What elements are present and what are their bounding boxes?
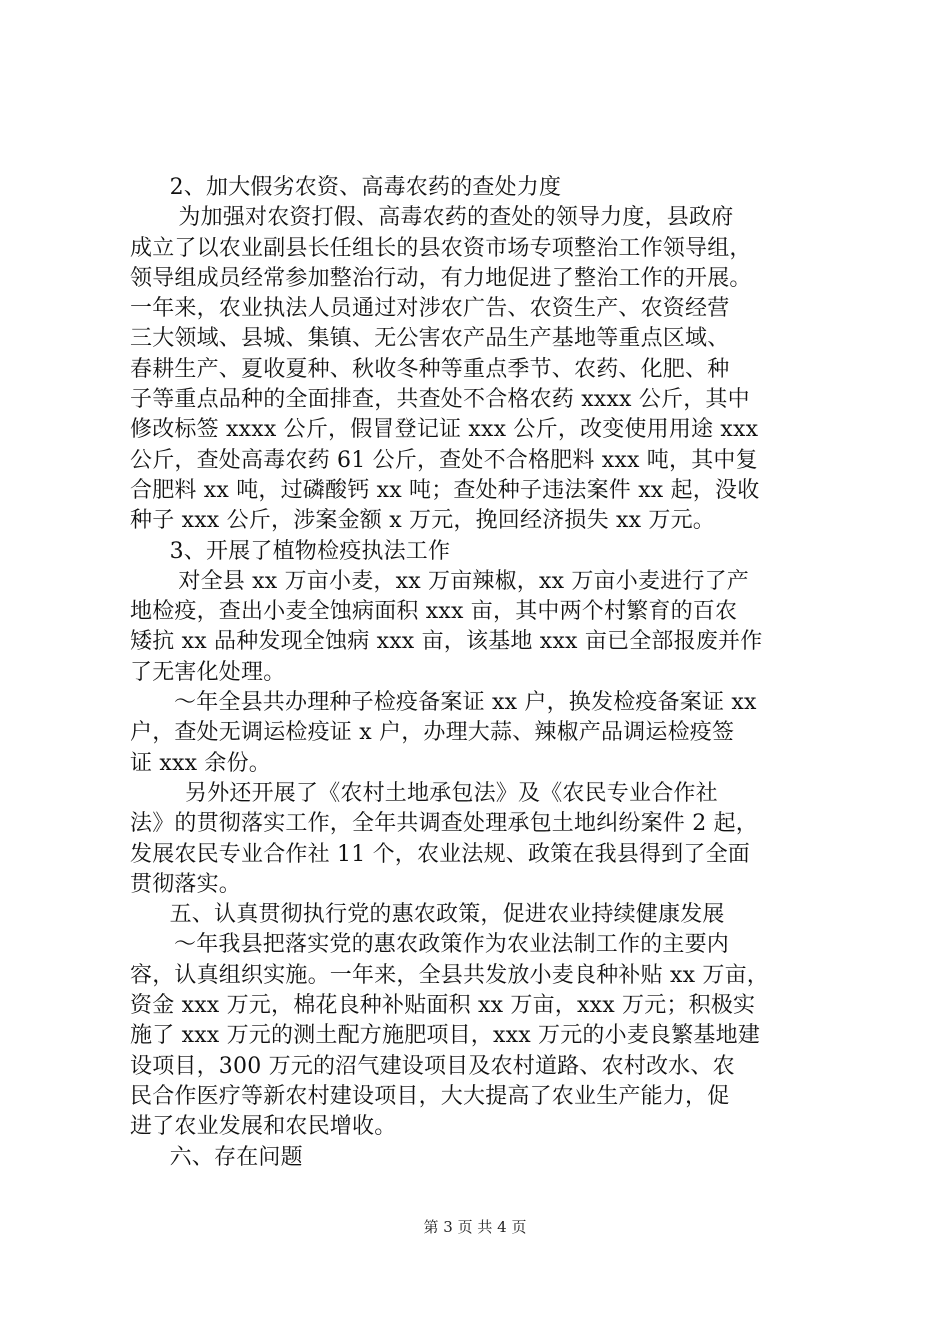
text-line: 三大领域、县城、集镇、无公害农产品生产基地等重点区域、: [130, 326, 730, 352]
document-body: [130, 173, 838, 1173]
text-line: 一年来，农业执法人员通过对涉农广告、农资生产、农资经营: [130, 296, 730, 322]
text-line: 六、存在问题: [169, 1144, 303, 1170]
text-line: 容，认真组织实施。一年来，全县共发放小麦良种补贴 xx 万亩，: [130, 962, 770, 988]
text-line: 成立了以农业副县长任组长的县农资市场专项整治工作领导组，: [130, 235, 752, 261]
text-line: ～年全县共办理种子检疫备案证 xx 户，换发检疫备案证 xx: [174, 690, 757, 716]
text-line: 了无害化处理。: [130, 659, 286, 685]
text-line: ～年我县把落实党的惠农政策作为农业法制工作的主要内: [174, 932, 730, 958]
text-line: 法》的贯彻落实工作，全年共调查处理承包土地纠纷案件 2 起，: [130, 811, 758, 837]
text-line: 为加强对农资打假、高毒农药的查处的领导力度，县政府: [178, 205, 734, 231]
text-line: 五、认真贯彻执行党的惠农政策，促进农业持续健康发展: [169, 902, 725, 928]
text-line: 春耕生产、夏收夏种、秋收冬种等重点季节、农药、化肥、种: [130, 356, 730, 382]
text-line: 另外还开展了《农村土地承包法》及《农民专业合作社: [185, 780, 718, 806]
text-line: 领导组成员经常参加整治行动，有力地促进了整治工作的开展。: [130, 265, 752, 291]
text-line: 户，查处无调运检疫证 x 户，办理大蒜、辣椒产品调运检疫签: [130, 720, 735, 746]
text-line: 子等重点品种的全面排查，共查处不合格农药 xxxx 公斤，其中: [130, 387, 750, 413]
text-line: 施了 xxx 万元的测土配方施肥项目，xxx 万元的小麦良繁基地建: [130, 1023, 761, 1049]
text-line: 2、加大假劣农资、高毒农药的查处力度: [169, 175, 562, 200]
text-line: 种子 xxx 公斤，涉案金额 x 万元，挽回经济损失 xx 万元。: [130, 508, 716, 534]
text-line: 修改标签 xxxx 公斤，假冒登记证 xxx 公斤，改变使用用途 xxx: [130, 417, 759, 443]
text-line: 地检疫，查出小麦全蚀病面积 xxx 亩，其中两个村繁育的百农: [130, 599, 738, 625]
text-line: 对全县 xx 万亩小麦，xx 万亩辣椒，xx 万亩小麦进行了产: [178, 568, 750, 594]
text-line: 民合作医疗等新农村建设项目，大大提高了农业生产能力，促: [130, 1083, 730, 1109]
text-line: 设项目，300 万元的沼气建设项目及农村道路、农村改水、农: [130, 1053, 735, 1079]
text-line: 资金 xxx 万元，棉花良种补贴面积 xx 万亩，xxx 万元；积极实: [130, 993, 756, 1019]
text-line: 发展农民专业合作社 11 个，农业法规、政策在我县得到了全面: [130, 841, 750, 867]
text-line: 公斤，查处高毒农药 61 公斤，查处不合格肥料 xxx 吨，其中复: [130, 447, 758, 473]
text-line: 合肥料 xx 吨，过磷酸钙 xx 吨；查处种子违法案件 xx 起，没收: [130, 477, 760, 503]
page-footer: 第 3 页 共 4 页: [423, 1218, 527, 1236]
text-line: 矮抗 xx 品种发现全蚀病 xxx 亩，该基地 xxx 亩已全部报废并作: [130, 629, 763, 655]
text-line: 进了农业发展和农民增收。: [130, 1114, 397, 1140]
text-line: 证 xxx 余份。: [130, 750, 272, 776]
text-line: 3、开展了植物检疫执法工作: [169, 538, 451, 564]
text-line: 贯彻落实。: [130, 871, 242, 897]
